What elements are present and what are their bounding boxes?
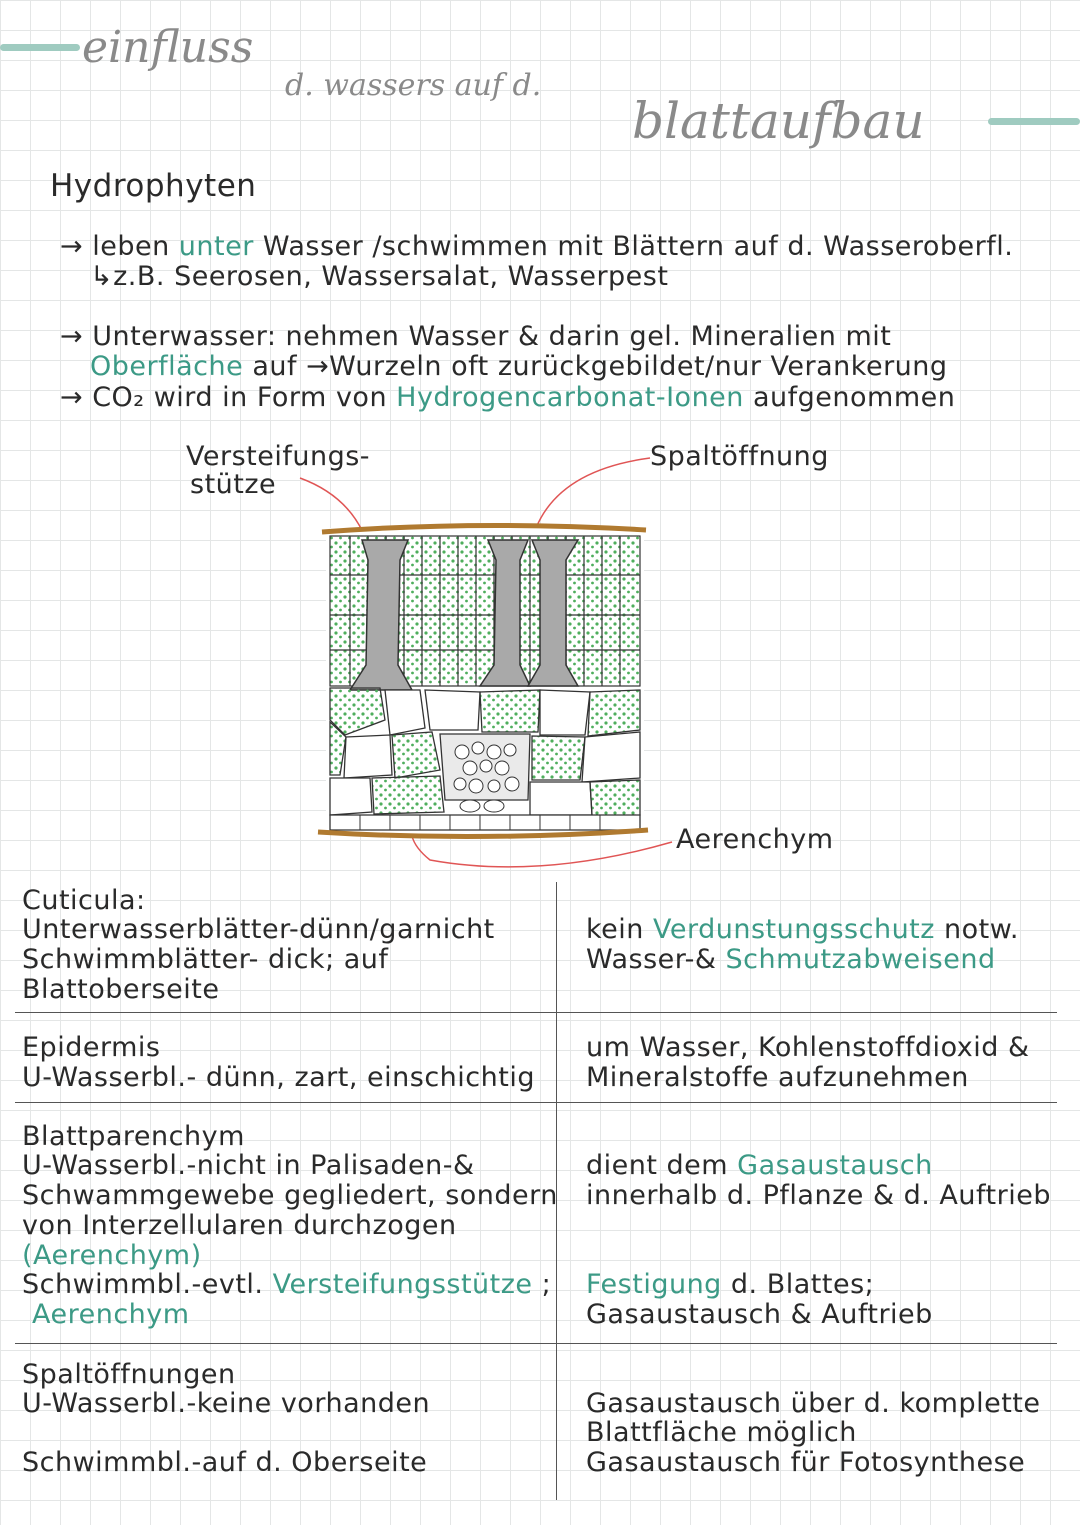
title-part-1: einfluss — [82, 22, 254, 73]
title-part-2: d. wassers auf d. — [285, 68, 542, 103]
row3-right-2: innerhalb d. Pflanze & d. Auftrieb — [586, 1180, 1051, 1211]
label-versteifungsstuetze-2: stütze — [190, 469, 277, 500]
row3-left-2: U-Wasserbl.-nicht in Palisaden-& — [22, 1150, 475, 1181]
intro-line-1: → leben unter Wasser /schwimmen mit Blättern auf d. Wasseroberfl. — [60, 231, 1014, 262]
row1-right-2: Wasser-& Schmutzabweisend — [586, 944, 996, 975]
row3-left-6: Schwimmbl.-evtl. Versteifungsstütze ; — [22, 1269, 552, 1300]
row3-left-5: (Aerenchym) — [22, 1240, 202, 1271]
label-versteifungsstuetze-1: Versteifungs- — [186, 441, 371, 472]
row3-left-1: Blattparenchym — [22, 1121, 245, 1152]
row4-left-1: Spaltöffnungen — [22, 1359, 236, 1390]
label-spaltoeffnung: Spaltöffnung — [650, 441, 829, 472]
intro-line-2: ↳z.B. Seerosen, Wassersalat, Wasserpest — [90, 261, 669, 292]
row2-left-1: Epidermis — [22, 1032, 161, 1063]
row4-left-3: Schwimmbl.-auf d. Oberseite — [22, 1447, 428, 1478]
row1-left-1: Cuticula: — [22, 885, 146, 916]
row3-right-4: Gasaustausch & Auftrieb — [586, 1299, 933, 1330]
row4-right-3: Gasaustausch für Fotosynthese — [586, 1447, 1026, 1478]
row3-left-4: von Interzellularen durchzogen — [22, 1210, 457, 1241]
row1-right-1: kein Verdunstungsschutz notw. — [586, 914, 1019, 945]
row3-left-3: Schwammgewebe gegliedert, sondern — [22, 1180, 558, 1211]
row3-right-3: Festigung d. Blattes; — [586, 1269, 875, 1300]
row4-right-1: Gasaustausch über d. komplette — [586, 1388, 1041, 1419]
table-divider-3 — [15, 1343, 1057, 1344]
row1-left-4: Blattoberseite — [22, 974, 220, 1005]
page-heading: Hydrophyten — [50, 168, 257, 204]
row1-left-2: Unterwasserblätter-dünn/garnicht — [22, 914, 495, 945]
table-divider-1 — [15, 1012, 1057, 1013]
row4-right-2: Blattfläche möglich — [586, 1417, 857, 1448]
row3-right-1: dient dem Gasaustausch — [586, 1150, 933, 1181]
title-part-3: blattaufbau — [632, 92, 925, 150]
row2-right-2: Mineralstoffe aufzunehmen — [586, 1062, 969, 1093]
intro-line-4: Oberfläche auf →Wurzeln oft zurückgebildet/nur Verankerung — [90, 351, 948, 382]
intro-line-3: → Unterwasser: nehmen Wasser & darin gel. Mineralien mit — [60, 321, 892, 352]
row3-left-7: Aerenchym — [32, 1299, 190, 1330]
row2-right-1: um Wasser, Kohlenstoffdioxid & — [586, 1032, 1030, 1063]
intro-line-5: → CO₂ wird in Form von Hydrogencarbonat-Ionen aufgenommen — [60, 382, 956, 413]
row2-left-2: U-Wasserbl.- dünn, zart, einschichtig — [22, 1062, 535, 1093]
row1-left-3: Schwimmblätter- dick; auf — [22, 944, 389, 975]
table-divider-2 — [15, 1102, 1057, 1103]
row4-left-2: U-Wasserbl.-keine vorhanden — [22, 1388, 431, 1419]
label-aerenchym: Aerenchym — [676, 824, 834, 855]
